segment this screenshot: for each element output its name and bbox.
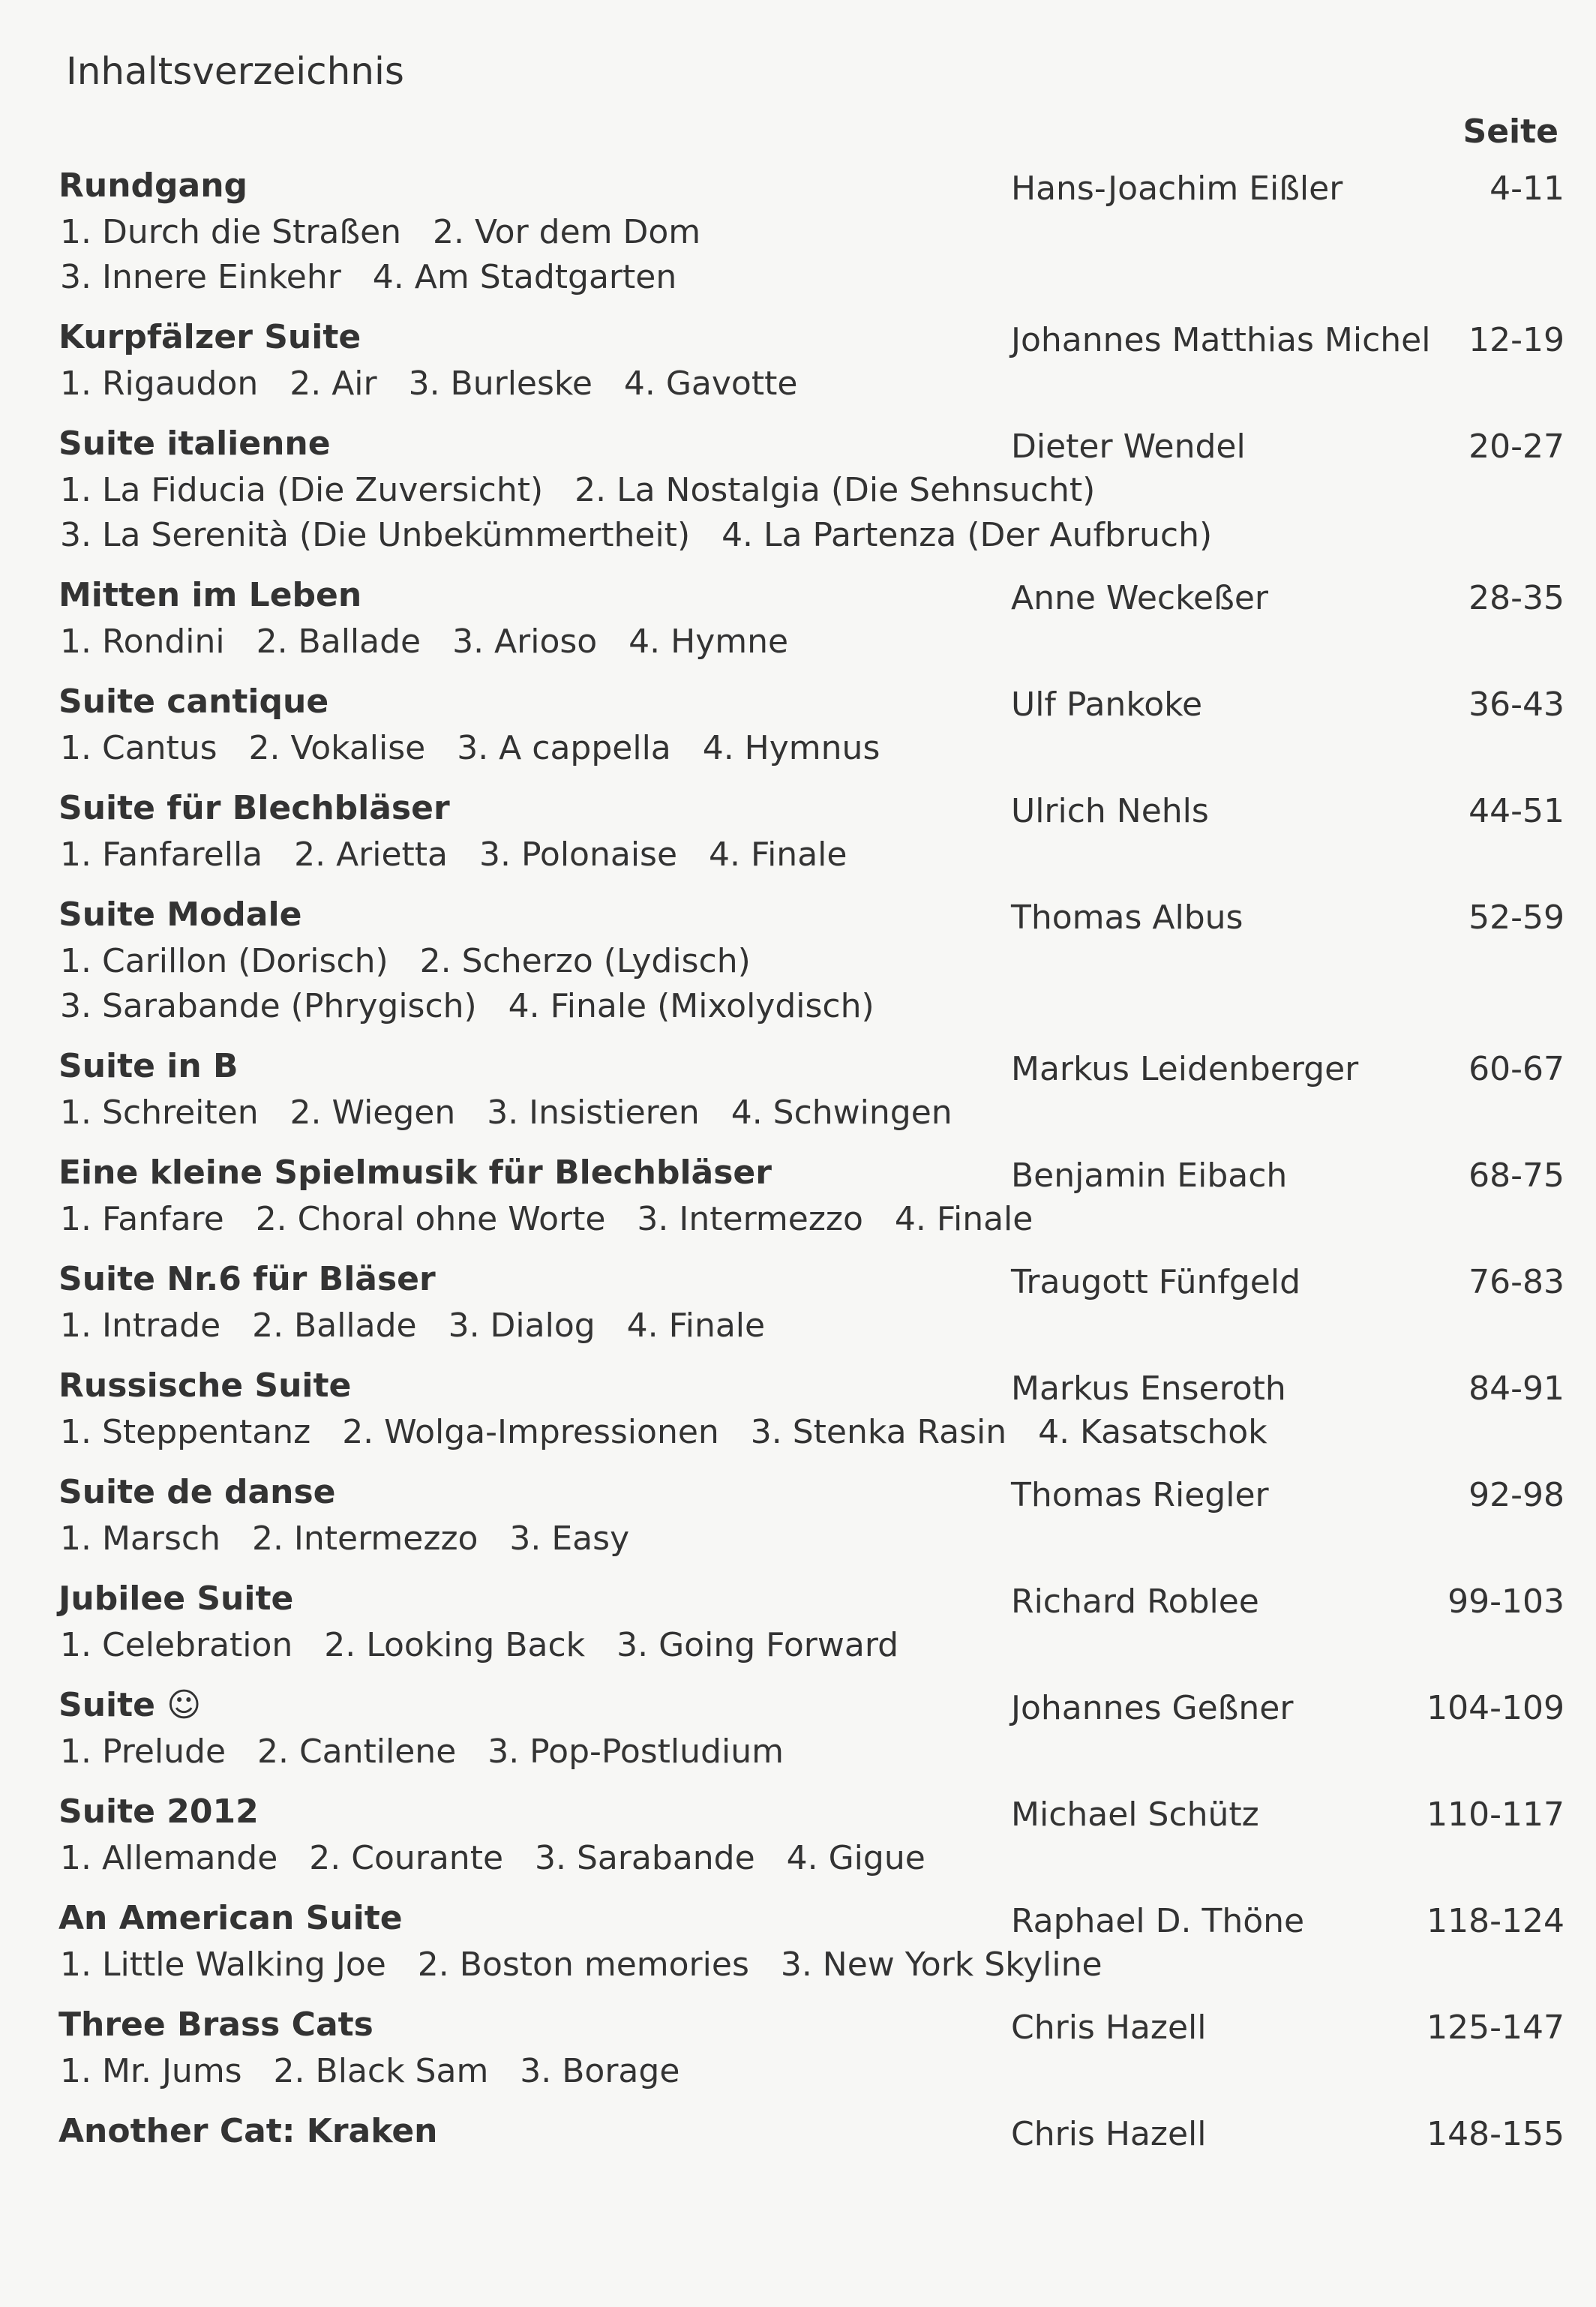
page-column-header: Seite: [1462, 112, 1558, 151]
toc-entry: [58, 2006, 1574, 2094]
composer-name: Dieter Wendel: [1011, 428, 1246, 466]
movements-line: 1. Prelude 2. Cantilene 3. Pop-Postludium: [60, 1732, 784, 1771]
work-title: Suite de danse: [58, 1473, 336, 1511]
toc-entry-header: [58, 166, 1574, 210]
toc-entry: [58, 1899, 1574, 1988]
page-range: 20-27: [1468, 428, 1564, 466]
toc-entry: [58, 789, 1574, 878]
page-heading: Inhaltsverzeichnis: [66, 50, 404, 93]
work-title: Suite in B: [58, 1047, 238, 1085]
toc-entry: [58, 682, 1574, 771]
toc-entry: [58, 424, 1574, 558]
movements-line: 1. Rondini 2. Ballade 3. Arioso 4. Hymne: [60, 622, 789, 661]
movements-line: 1. Schreiten 2. Wiegen 3. Insistieren 4. Schwingen: [60, 1094, 952, 1132]
composer-name: Traugott Fünfgeld: [1011, 1263, 1301, 1301]
movements-line: 1. Intrade 2. Ballade 3. Dialog 4. Finale: [60, 1306, 766, 1345]
toc-entries: [58, 166, 1574, 2174]
toc-entry: [58, 896, 1574, 1029]
work-title: Suite cantique: [58, 682, 329, 721]
toc-entry-header: [58, 896, 1574, 939]
work-title: Suite ☺: [58, 1686, 202, 1724]
composer-name: Ulrich Nehls: [1011, 792, 1209, 830]
composer-name: Hans-Joachim Eißler: [1011, 170, 1343, 208]
work-title: Eine kleine Spielmusik für Blechbläser: [58, 1154, 772, 1192]
toc-entry: [58, 2112, 1574, 2156]
movements-line: 1. Fanfarella 2. Arietta 3. Polonaise 4. Finale: [60, 836, 848, 874]
movements-line: 1. Mr. Jums 2. Black Sam 3. Borage: [60, 2052, 680, 2090]
page-range: 104-109: [1426, 1689, 1564, 1727]
movements-line: 3. Innere Einkehr 4. Am Stadtgarten: [60, 258, 677, 296]
toc-entry-header: [58, 2006, 1574, 2049]
work-title: Suite 2012: [58, 1792, 259, 1831]
composer-name: Richard Roblee: [1011, 1582, 1259, 1621]
toc-entry-header: [58, 1580, 1574, 1623]
page-range: 92-98: [1468, 1476, 1564, 1514]
toc-entry: [58, 166, 1574, 300]
toc-entry-header: [58, 1366, 1574, 1410]
page-range: 12-19: [1468, 321, 1564, 359]
work-title: Suite Modale: [58, 896, 302, 934]
composer-name: Johannes Matthias Michel: [1011, 321, 1431, 359]
composer-name: Raphael D. Thöne: [1011, 1902, 1305, 1940]
work-title: Suite Nr.6 für Bläser: [58, 1260, 436, 1298]
movements-line: 1. Cantus 2. Vokalise 3. A cappella 4. Hymnus: [60, 729, 880, 767]
composer-name: Anne Weckeßer: [1011, 579, 1268, 617]
page-range: 4-11: [1490, 170, 1564, 208]
composer-name: Markus Enseroth: [1011, 1370, 1286, 1408]
work-title: Suite italienne: [58, 424, 331, 463]
movements-line: 1. Durch die Straßen 2. Vor dem Dom: [60, 213, 701, 251]
page-range: 125-147: [1426, 2008, 1564, 2047]
toc-entry: [58, 1154, 1574, 1242]
composer-name: Markus Leidenberger: [1011, 1050, 1359, 1088]
work-title: An American Suite: [58, 1899, 403, 1937]
toc-entry-header: [58, 2112, 1574, 2156]
toc-entry-header: [58, 318, 1574, 362]
page-range: 28-35: [1468, 579, 1564, 617]
movements-line: 1. Rigaudon 2. Air 3. Burleske 4. Gavotte: [60, 364, 798, 403]
toc-entry: [58, 1792, 1574, 1881]
composer-name: Michael Schütz: [1011, 1796, 1259, 1834]
page-range: 68-75: [1468, 1156, 1564, 1195]
toc-entry-header: [58, 576, 1574, 620]
work-title: Russische Suite: [58, 1366, 352, 1405]
work-title: Another Cat: Kraken: [58, 2112, 438, 2150]
movements-line: 1. Little Walking Joe 2. Boston memories 3. New York Skyline: [60, 1946, 1102, 1984]
composer-name: Thomas Riegler: [1011, 1476, 1269, 1514]
work-title: Kurpfälzer Suite: [58, 318, 362, 356]
toc-entry: [58, 1580, 1574, 1668]
page-range: 36-43: [1468, 686, 1564, 724]
work-title: Mitten im Leben: [58, 576, 362, 614]
movements-line: 1. Carillon (Dorisch) 2. Scherzo (Lydisch): [60, 942, 751, 980]
toc-entry: [58, 1686, 1574, 1774]
movements-line: 3. La Serenità (Die Unbekümmertheit) 4. La Partenza (Der Aufbruch): [60, 516, 1213, 554]
toc-entry-header: [58, 682, 1574, 726]
work-title: Three Brass Cats: [58, 2006, 374, 2044]
movements-line: 1. Marsch 2. Intermezzo 3. Easy: [60, 1520, 630, 1558]
composer-name: Ulf Pankoke: [1011, 686, 1203, 724]
movements-line: 3. Sarabande (Phrygisch) 4. Finale (Mixolydisch): [60, 987, 874, 1025]
movements-line: 1. Celebration 2. Looking Back 3. Going Forward: [60, 1626, 899, 1664]
toc-entry: [58, 576, 1574, 664]
toc-entry: [58, 1366, 1574, 1455]
page-range: 52-59: [1468, 898, 1564, 937]
page-range: 60-67: [1468, 1050, 1564, 1088]
toc-entry: [58, 1047, 1574, 1136]
work-title: Jubilee Suite: [58, 1580, 294, 1618]
page-range: 99-103: [1448, 1582, 1564, 1621]
composer-name: Chris Hazell: [1011, 2008, 1207, 2047]
page-range: 110-117: [1426, 1796, 1564, 1834]
composer-name: Johannes Geßner: [1011, 1689, 1294, 1727]
work-title: Rundgang: [58, 166, 248, 205]
toc-entry-header: [58, 1154, 1574, 1197]
toc-entry-header: [58, 789, 1574, 832]
toc-entry-header: [58, 1792, 1574, 1836]
work-title: Suite für Blechbläser: [58, 789, 450, 827]
page-range: 84-91: [1468, 1370, 1564, 1408]
toc-entry-header: [58, 1686, 1574, 1730]
composer-name: Benjamin Eibach: [1011, 1156, 1288, 1195]
composer-name: Thomas Albus: [1011, 898, 1244, 937]
composer-name: Chris Hazell: [1011, 2115, 1207, 2153]
movements-line: 1. Fanfare 2. Choral ohne Worte 3. Intermezzo 4. Finale: [60, 1200, 1034, 1238]
toc-entry: [58, 1260, 1574, 1348]
toc-entry-header: [58, 1047, 1574, 1090]
movements-line: 1. La Fiducia (Die Zuversicht) 2. La Nostalgia (Die Sehnsucht): [60, 471, 1096, 509]
toc-entry-header: [58, 1473, 1574, 1516]
toc-entry: [58, 318, 1574, 406]
toc-entry: [58, 1473, 1574, 1562]
movements-line: 1. Allemande 2. Courante 3. Sarabande 4. Gigue: [60, 1839, 926, 1877]
page-range: 76-83: [1468, 1263, 1564, 1301]
page-range: 44-51: [1468, 792, 1564, 830]
toc-entry-header: [58, 1899, 1574, 1942]
toc-entry-header: [58, 424, 1574, 468]
movements-line: 1. Steppentanz 2. Wolga-Impressionen 3. Stenka Rasin 4. Kasatschok: [60, 1413, 1268, 1451]
page-range: 148-155: [1426, 2115, 1564, 2153]
page-range: 118-124: [1426, 1902, 1564, 1940]
toc-entry-header: [58, 1260, 1574, 1304]
